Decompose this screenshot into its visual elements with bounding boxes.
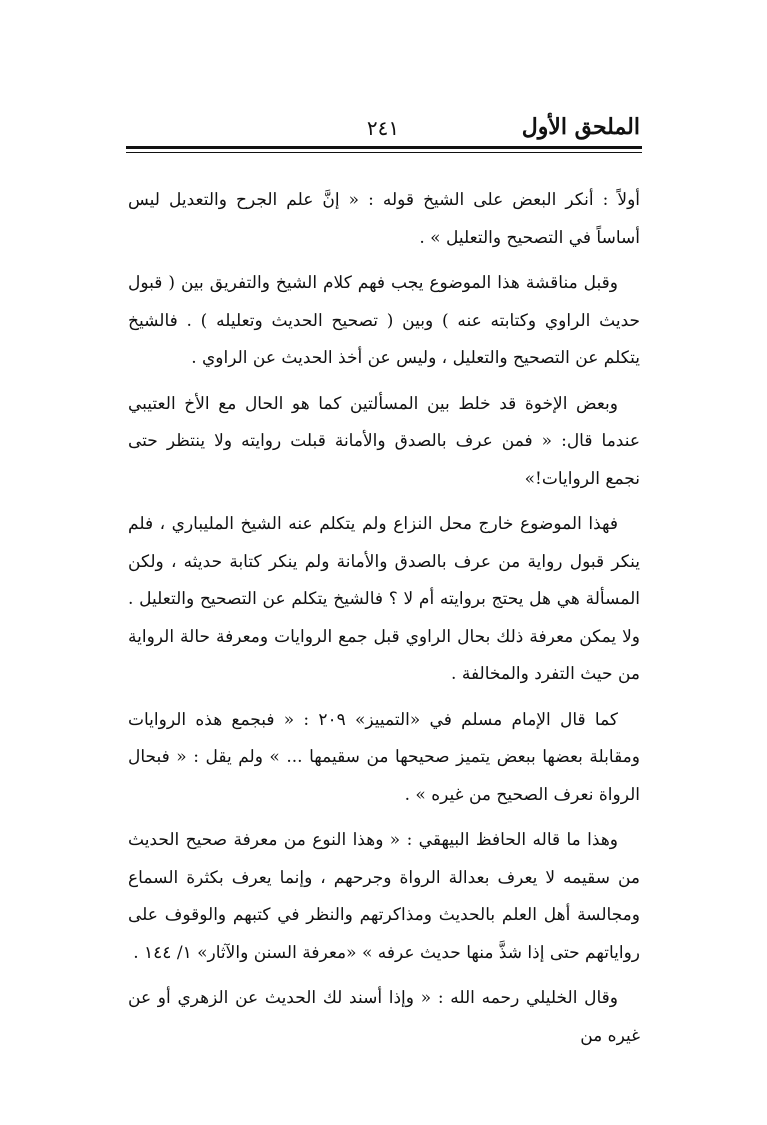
paragraph: أولاً : أنكر البعض على الشيخ قوله : « إنَّ علم الجرح والتعديل ليس أساساً في التصحيح والتعليل » .: [128, 190, 640, 248]
paragraph: كما قال الإمام مسلم في «التمييز» ٢٠٩ : « فبجمع هذه الروايات ومقابلة بعضها ببعض يتميز صحيحها من سقيمها ... » ولم يقل : « فبحال الرواة نعرف الصحيح من غيره » .: [128, 709, 640, 805]
header-rule-thick: [126, 146, 642, 149]
running-title: الملحق الأول: [521, 114, 640, 140]
paragraph: وبعض الإخوة قد خلط بين المسألتين كما هو الحال مع الأخ العتيبي عندما قال: « فمن عرف بالصدق والأمانة قبلت روايته ولا ينتظر حتى نجمع الروايات!»: [128, 393, 640, 489]
paragraph: وهذا ما قاله الحافظ البيهقي : « وهذا النوع من معرفة صحيح الحديث من سقيمه لا يعرف بعدالة الرواة وجرحهم ، وإنما يعرف بكثرة السماع ومجالسة أهل العلم بالحديث ومذاكرتهم والنظر في كتبهم والوقوف على رواياتهم حتى إذا شذَّ منها حديث عرفه » «معرفة السنن والآثار» ١/ ١٤٤ .: [128, 830, 640, 963]
paragraph: وقال الخليلي رحمه الله : « وإذا أسند لك الحديث عن الزهري أو عن غيره من: [128, 988, 640, 1046]
page-header: [126, 112, 640, 148]
paragraph: فهذا الموضوع خارج محل النزاع ولم يتكلم عنه الشيخ المليباري ، فلم ينكر قبول رواية من عرف بالصدق والأمانة ولم ينكر كتابة حديثه ، ولكن المسألة هي هل يحتج بروايته أم لا ؟ فالشيخ يتكلم عن التصحيح والتعليل . ولا يمكن معرفة ذلك بحال الراوي قبل جمع الروايات ومعرفة حالة الرواية من حيث التفرد والمخالفة .: [128, 514, 640, 684]
paragraph: وقبل مناقشة هذا الموضوع يجب فهم كلام الشيخ والتفريق بين ( قبول حديث الراوي وكتابته عنه ) وبين ( تصحيح الحديث وتعليله ) . فالشيخ يتكلم عن التصحيح والتعليل ، وليس عن أخذ الحديث عن الراوي .: [128, 273, 640, 368]
body-text: [128, 182, 640, 1063]
header-rule-thin: [126, 152, 642, 153]
page-number: ٢٤١: [366, 116, 400, 140]
